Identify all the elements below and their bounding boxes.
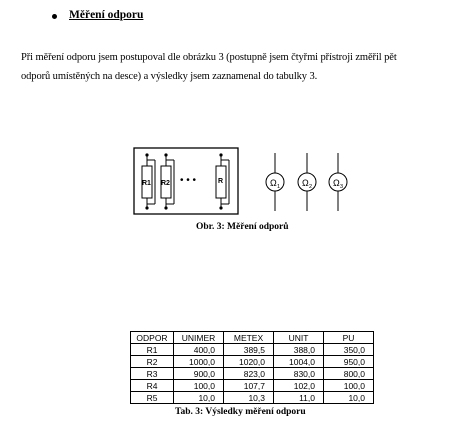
ellipsis-dots: • • •	[180, 175, 197, 186]
cell-metex: 1020,0	[224, 356, 274, 368]
resistor-1	[142, 153, 155, 209]
cell-unimer: 400,0	[174, 344, 224, 356]
paragraph-line-1: Při měření odporu jsem postupoval dle obrázku 3 (postupně jsem čtyřmi přístroji změřil pět	[21, 52, 397, 63]
table-caption: Tab. 3: Výsledky měření odporu	[175, 407, 306, 417]
ohm-symbol-icon: Ω	[270, 178, 277, 188]
cell-pu: 950,0	[324, 356, 374, 368]
header-pu: PU	[324, 332, 374, 344]
cell-unimer: 100,0	[174, 380, 224, 392]
cell-odpor: R3	[131, 368, 174, 380]
cell-unimer: 10,0	[174, 392, 224, 404]
cell-metex: 823,0	[224, 368, 274, 380]
resistor-2-label: R2	[161, 180, 170, 187]
table-row	[131, 344, 374, 356]
header-unimer: UNIMER	[174, 332, 224, 344]
cell-odpor: R1	[131, 344, 174, 356]
header-metex: METEX	[224, 332, 274, 344]
paragraph-line-2: odporů umístěných na desce) a výsledky jsem zaznamenal do tabulky 3.	[21, 71, 318, 82]
cell-pu: 350,0	[324, 344, 374, 356]
cell-unit: 102,0	[274, 380, 324, 392]
cell-odpor: R4	[131, 380, 174, 392]
meter-3-index: 3	[340, 184, 344, 190]
resistor-n	[216, 153, 229, 209]
section-heading: Měření odporu	[69, 9, 144, 21]
table-header-row	[131, 332, 374, 344]
cell-unimer: 1000,0	[174, 356, 224, 368]
table-row	[131, 380, 374, 392]
results-table	[130, 331, 374, 404]
cell-unit: 830,0	[274, 368, 324, 380]
ohmmeter-3	[329, 153, 347, 211]
resistor-n-label: R	[218, 178, 224, 185]
ohm-symbol-icon: Ω	[302, 178, 309, 188]
header-unit: UNIT	[274, 332, 324, 344]
cell-metex: 107,7	[224, 380, 274, 392]
figure-caption: Obr. 3: Měření odporů	[196, 222, 289, 232]
cell-unit: 388,0	[274, 344, 324, 356]
ohmmeter-1	[266, 153, 284, 211]
cell-unit: 11,0	[274, 392, 324, 404]
cell-odpor: R5	[131, 392, 174, 404]
cell-odpor: R2	[131, 356, 174, 368]
cell-metex: 10,3	[224, 392, 274, 404]
cell-pu: 800,0	[324, 368, 374, 380]
ohm-symbol-icon: Ω	[333, 178, 340, 188]
meter-1-index: 1	[277, 184, 281, 190]
ohmmeter-2	[298, 153, 316, 211]
cell-metex: 389,5	[224, 344, 274, 356]
meter-2-index: 2	[309, 184, 313, 190]
cell-pu: 100,0	[324, 380, 374, 392]
resistor-1-label: R1	[142, 180, 151, 187]
table-row	[131, 356, 374, 368]
header-odpor: ODPOR	[131, 332, 174, 344]
cell-unit: 1004,0	[274, 356, 324, 368]
cell-unimer: 900,0	[174, 368, 224, 380]
resistor-2	[161, 153, 174, 209]
table-row	[131, 392, 374, 404]
cell-pu: 10,0	[324, 392, 374, 404]
table-row	[131, 368, 374, 380]
